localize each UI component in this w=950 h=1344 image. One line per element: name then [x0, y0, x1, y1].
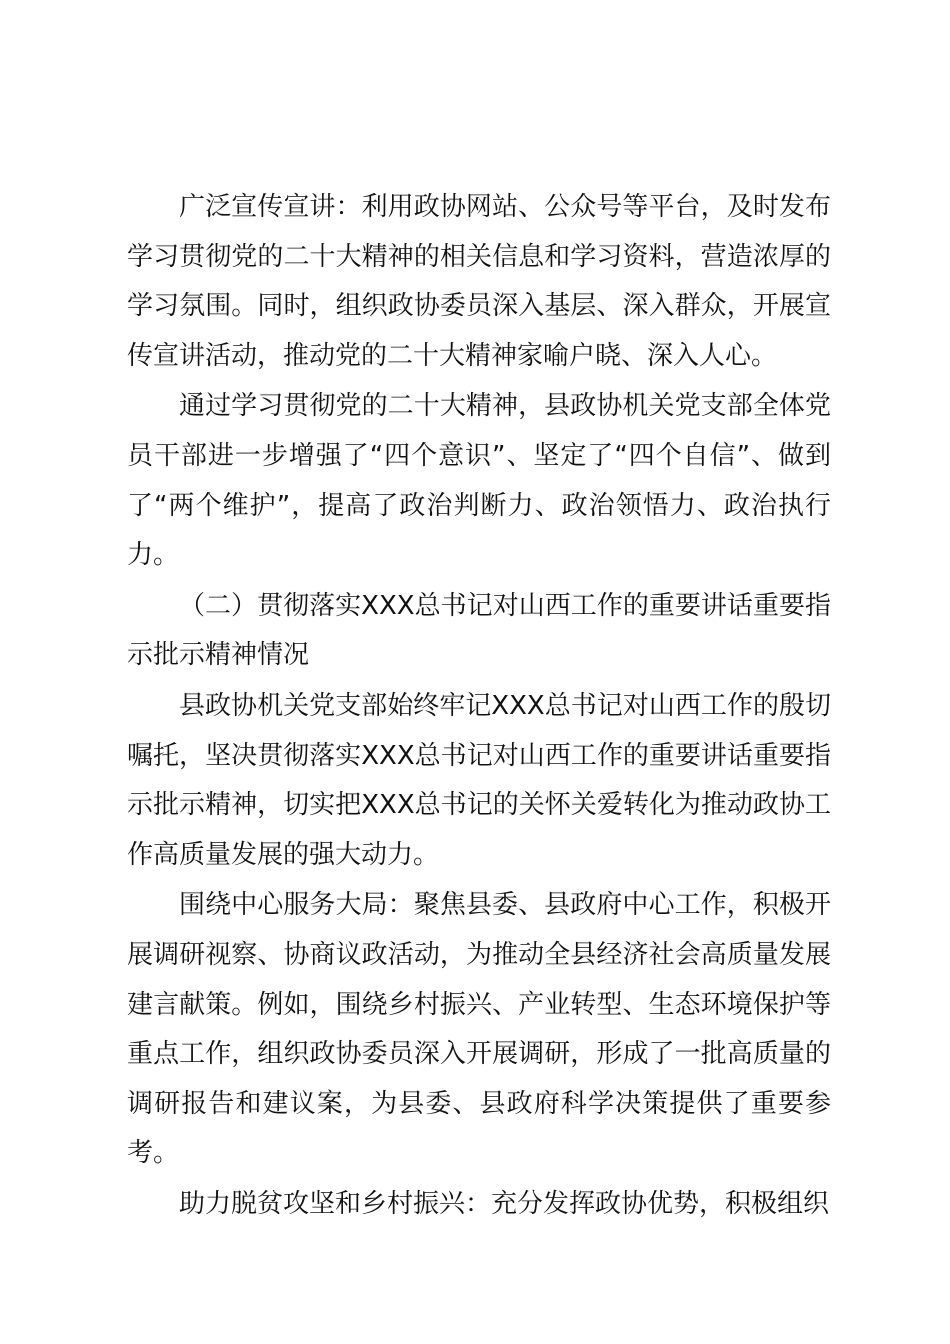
paragraph-serve-center: 围绕中心服务大局：聚焦县委、县政府中心工作，积极开展调研视察、协商议政活动，为推动全县经济社会高质量发展建言献策。例如，围绕乡村振兴、产业转型、生态环境保护等重点工作，组织政协委员深入开展调研，形成了一批高质量的调研报告和建议案，为县委、县政府科学决策提供了重要参考。	[127, 890, 831, 1169]
paragraph-publicity: 广泛宣传宣讲：利用政协网站、公众号等平台，及时发布学习贯彻党的二十大精神的相关信息和学习资料，营造浓厚的学习氛围。同时，组织政协委员深入基层、深入群众，开展宣传宣讲活动，推动党的二十大精神家喻户晓、深入人心。	[127, 192, 831, 371]
section-heading-2: （二）贯彻落实XXX总书记对山西工作的重要讲话重要指示批示精神情况	[127, 590, 831, 671]
document-body	[127, 183, 831, 1230]
paragraph-implementation: 县政协机关党支部始终牢记XXX总书记对山西工作的殷切嘱托，坚决贯彻落实XXX总书记对山西工作的重要讲话重要指示批示精神，切实把XXX总书记的关怀关爱转化为推动政协工作高质量发展的强大动力。	[127, 690, 831, 870]
paragraph-study-results: 通过学习贯彻党的二十大精神，县政协机关党支部全体党员干部进一步增强了“四个意识”、坚定了“四个自信”、做到了“两个维护”，提高了政治判断力、政治领悟力、政治执行力。	[127, 391, 831, 571]
paragraph-rural-revitalization: 助力脱贫攻坚和乡村振兴：充分发挥政协优势，积极组织	[179, 1188, 830, 1219]
